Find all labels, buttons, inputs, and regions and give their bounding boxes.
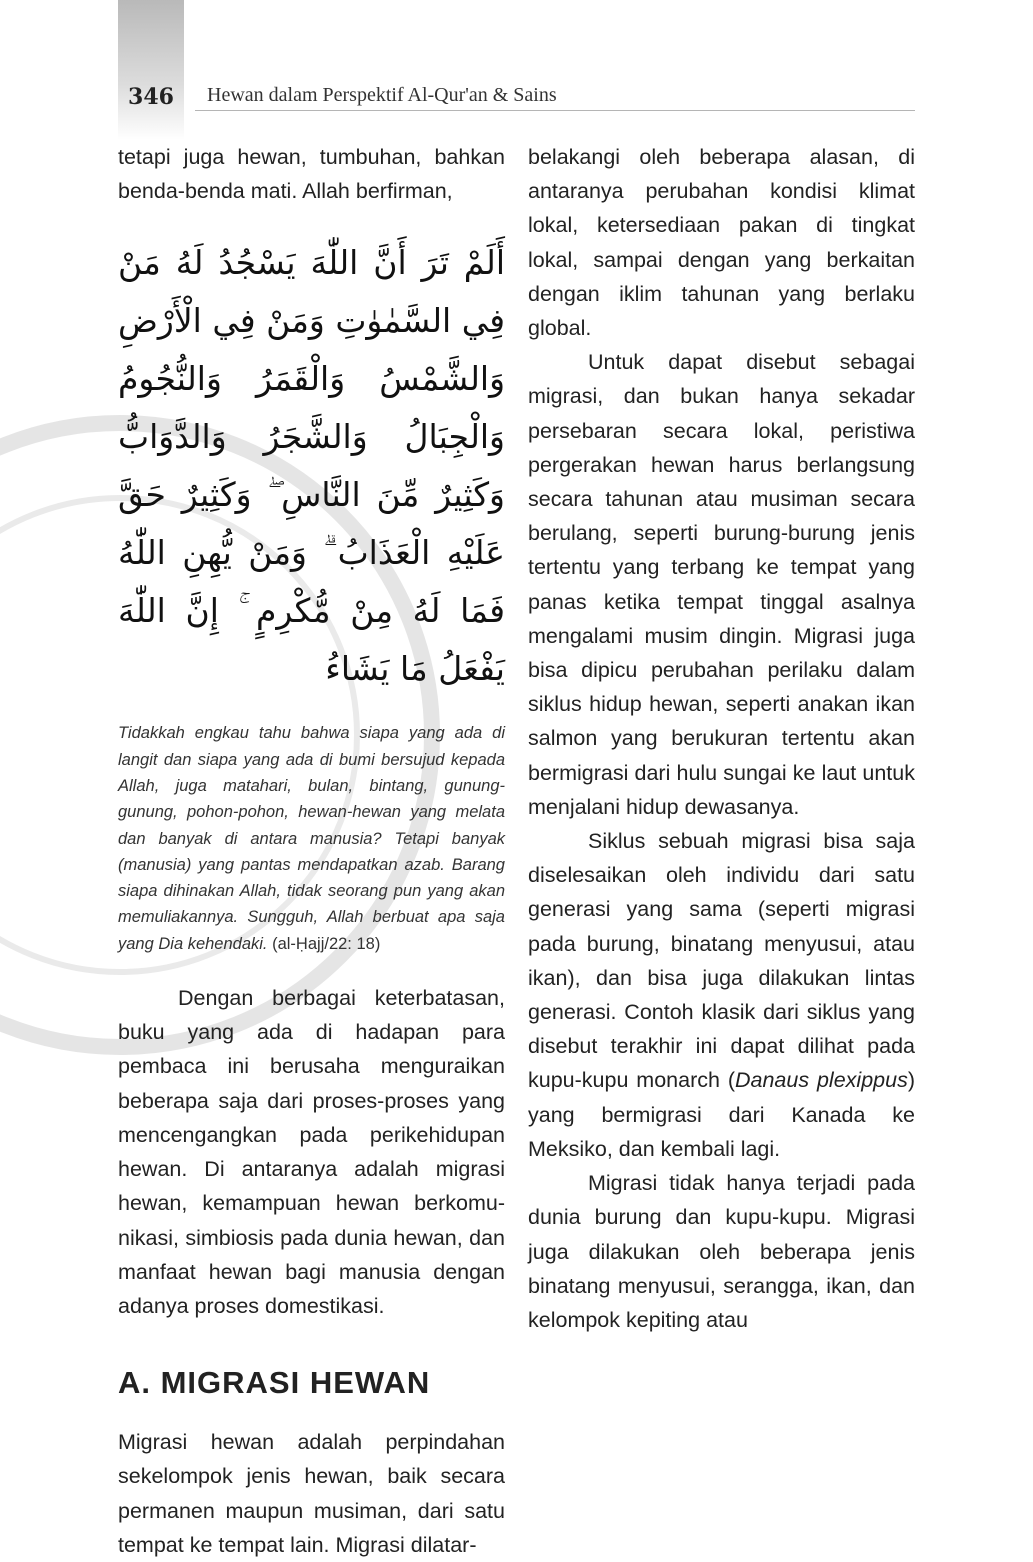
body-paragraph: belakangi oleh beberapa alasan, di antaranya perubahan kondisi klimat lokal, ketersediaan pakan di tingkat lokal, sampai dengan yang berkaitan dengan iklim tahunan yang berlaku global. bbox=[528, 145, 915, 341]
running-title: Hewan dalam Perspektif Al-Qur'an & Sains bbox=[207, 84, 557, 106]
page-number-tab bbox=[118, 0, 184, 140]
text-run: Siklus sebuah migrasi bisa saja diselesaikan oleh individu dari satu generasi yang sama (seperti migrasi pada burung, binatang menyusui, atau ikan), dan bisa juga dilakukan lintas generasi. Contoh klasik dari siklus yang disebut terakhir ini dapat dilihat pada kupu-kupu monarch ( bbox=[528, 829, 915, 1093]
body-paragraph bbox=[528, 824, 915, 1166]
species-name: Danaus plexippus bbox=[734, 1068, 908, 1093]
page-number: 346 bbox=[128, 84, 174, 110]
intro-paragraph: tetapi juga hewan, tumbuhan, bahkan benda-benda mati. Allah berfirman, bbox=[118, 145, 505, 204]
body-paragraph: Migrasi hewan adalah perpindahan sekelompok jenis hewan, baik secara permanen maupun musiman, dari satu tempat ke tempat lain. Migrasi dilatar- bbox=[118, 1430, 505, 1557]
body-paragraph: Dengan berbagai keterbatasan, buku yang ada di hadapan para pembaca ini berusaha menguraikan beberapa saja dari proses-proses yang mencengangkan pada perikehidupan hewan. Di antaranya adalah migrasi hewan, kemampuan hewan berkomunikasi, simbiosis pada dunia hewan, dan manfaat hewan bagi manusia dengan adanya proses domestikasi. bbox=[118, 986, 505, 1318]
text-run: ) yang bermigrasi dari Kanada ke Meksiko, dan kembali lagi. bbox=[528, 1068, 915, 1161]
verse-reference: (al-Ḥajj/22: 18) bbox=[267, 934, 381, 953]
section-heading: A. MIGRASI HEWAN bbox=[118, 1365, 431, 1401]
header-divider bbox=[195, 110, 915, 111]
right-column bbox=[528, 140, 915, 1337]
verse-translation bbox=[118, 720, 505, 957]
translation-text: Tidakkah engkau tahu bahwa siapa yang ada di langit dan siapa yang ada di bumi bersujud kepada Allah, juga matahari, bulan, bintang, gunung-gunung, pohon-pohon, hewan-hewan yang melata dan banyak di antara manusia? Tetapi banyak (manusia) yang pantas mendapatkan azab. Barang siapa dihinakan Allah, tidak seorang pun yang akan memuliakannya. Sungguh, Allah berbuat apa saja yang Dia kehendaki. bbox=[118, 724, 505, 953]
left-column bbox=[118, 140, 505, 1562]
body-paragraph: Migrasi tidak hanya terjadi pada dunia burung dan kupu-kupu. Migrasi juga dilakukan oleh beberapa jenis binatang menyusui, serangga, ikan, dan kelompok kepiting atau bbox=[528, 1171, 915, 1332]
body-paragraph: Untuk dapat disebut sebagai migrasi, dan bukan hanya sekadar persebaran secara lokal, peristiwa pergerakan hewan harus berlangsung secara tahunan atau musiman secara berulang, seperti burung-burung jenis tertentu yang terbang ke tempat yang panas ketika tempat tinggal asalnya mengalami musim dingin. Migrasi juga bisa dipicu perubahan perilaku dalam siklus hidup hewan, seperti anakan ikan salmon yang berukuran tertentu akan bermigrasi dari hulu sungai ke laut untuk menjalani hidup dewasanya. bbox=[528, 350, 915, 819]
arabic-verse: أَلَمْ تَرَ أَنَّ اللّٰهَ يَسْجُدُ لَهُ مَنْ فِي السَّمٰوٰتِ وَمَنْ فِي الْأَرْضِ وَالشَّمْسُ وَالْقَمَرُ وَالنُّجُومُ وَالْجِبَالُ وَالشَّجَرُ وَالدَّوَابُّ وَكَثِيرٌ مِّنَ النَّاسِ ۖ وَكَثِيرٌ حَقَّ عَلَيْهِ الْعَذَابُ ۗ وَمَنْ يُّهِنِ اللّٰهُ فَمَا لَهُ مِنْ مُّكْرِمٍ ۚ إِنَّ اللّٰهَ يَفْعَلُ مَا يَشَاءُ bbox=[118, 243, 505, 689]
